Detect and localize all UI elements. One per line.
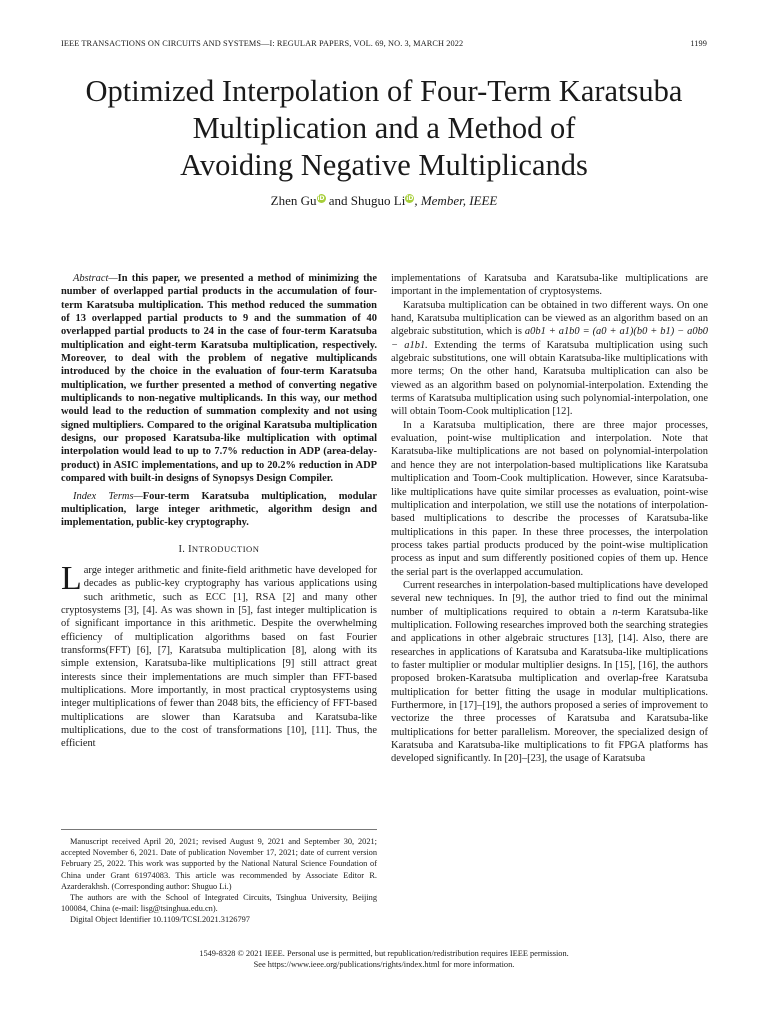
right-column bbox=[391, 272, 708, 766]
copyright-notice bbox=[0, 948, 768, 970]
author-1: Zhen Gu bbox=[270, 193, 317, 208]
page-number: 1199 bbox=[690, 39, 707, 48]
title-line-3: Avoiding Negative Multiplicands bbox=[180, 148, 588, 182]
abstract-label: Abstract— bbox=[73, 273, 118, 284]
index-terms-text: Four-term Karatsuba multiplication, modular multiplication, large integer arithmetic, algorithm design and implementation, public-key cryptography. bbox=[61, 490, 377, 529]
index-terms-label: Index Terms— bbox=[73, 490, 143, 502]
footnote-rule bbox=[61, 829, 377, 830]
right-paragraph-2: Karatsuba multiplication can be obtained in two different ways. On one hand, Karatsuba multiplication can be viewed as an algorithm based on an algebraic substitution, which is a0b1 + a1b0 = (a0 + a1)(b0 + b1) − a0b0 − a1b1. Extending the terms of Karatsuba multiplication using such algebraic substitutions, one will obtain Karatsuba-like multiplications with more terms; On the other hand, Karatsuba multiplication can also be viewed as an algorithm based on polynomial-interpolation. Extending the terms of Karatsuba multiplication using such polynomial-interpolation, one will obtain Toom-Cook multiplication [12]. bbox=[391, 299, 709, 418]
footnote-manuscript: Manuscript received April 20, 2021; revised August 9, 2021 and September 30, 2021; accepted November 6, 2021. Date of publication November 17, 2021; date of current version February 25, 2022. This work was supported by the National Natural Science Foundation of China under Grant 61974083. This article was recommended by Associate Editor R. Azarderakhsh. (Corresponding author: Shuguo Li.) bbox=[61, 837, 377, 891]
right-paragraph-4: Current researches in interpolation-based multiplications have developed several new techniques. In [9], the author tried to find out the minimal number of multiplications required to obtain a n-term Karatsuba-like multiplication. Following researches improved both the searching strategies and applications in other algebraic structures [13], [14]. Also, there are researches in applications of Karatsuba and Karatsuba-like multiplications to faster multiplier or modular multiplier designs. In [15], [16], the authors proposed broken-Karatsuba multiplication and overlap-free Karatsuba multiplication for better fitting the usage in modular multiplications. Furthermore, in [17]–[19], the authors proposed a series of improvement to vectorize the three processes of Karatsuba and Karatsuba-like multiplications for better parallelism. Moreover, the specialized design of Karatsuba and Karatsuba-like multiplications to fit FPGA platforms has developed significantly. In [20]–[23], the usage of Karatsuba bbox=[391, 579, 708, 765]
abstract bbox=[61, 272, 377, 486]
drop-cap: L bbox=[61, 559, 82, 597]
intro-paragraph bbox=[61, 559, 377, 751]
abstract-text: In this paper, we presented a method of minimizing the number of overlapped partial products in the accumulation of four-term Karatsuba multiplication. This method reduced the summation of 13 overlapped partial products to 9 and the summation of 40 overlapped partial products to 24 in the case of four-term Karatsuba multiplication and eight-term Karatsuba multiplication, respectively. Moreover, to deal with the problem of negative multiplicands introduced by the choice in the evaluation of four-term Karatsuba multiplication, we further presented a method of converting negative multiplicands to non-negative multiplicands. In this way, our method would lead to the reduction of summation complexity and not using signed multipliers. Compared to the original Karatsuba multiplication designs, our proposed Karatsuba-like multiplication with optimal interpolation would lead to up to 7.7% reduction in ADP (area-delay-product) in ASIC implementations, and up to 20.2% reduction in ADP compared with built-in designs of Synopsys Design Compiler. bbox=[61, 273, 377, 485]
author-line bbox=[0, 193, 768, 209]
title-line-1: Optimized Interpolation of Four-Term Karatsuba bbox=[85, 74, 683, 108]
orcid-icon[interactable]: iD bbox=[406, 195, 414, 202]
running-header bbox=[61, 39, 707, 48]
section-heading-introduction: I. INTRODUCTION bbox=[178, 543, 260, 555]
author-2: Shuguo Li bbox=[350, 193, 406, 208]
right-paragraph-3: In a Karatsuba multiplication, there are three major processes, evaluation, point-wise multiplication and interpolation. Note that Karatsuba-like multiplications are not based on polynomial-interpolation and hence they are not interpolation-based multiplications like Karatsuba multiplication and Toom-Cook multiplication. However, since Karatsuba-like multiplications have quite similar processes as evaluation, point-wise multiplication and interpolation, we still use the notations of interpolation-based multiplications to describe the processes of Karatsuba-like multiplications in this paper. In these three processes, the interpolation process takes partial products produced by the point-wise multiplication process as input and sum differently positioned copies of them up. Hence the serial part is the overlapped accumulation. bbox=[391, 419, 708, 578]
copyright-line-2[interactable]: See https://www.ieee.org/publications/rights/index.html for more information. bbox=[253, 960, 515, 970]
author-membership: , Member, IEEE bbox=[414, 193, 498, 208]
orcid-icon[interactable]: iD bbox=[317, 195, 325, 202]
journal-name: IEEE TRANSACTIONS ON CIRCUITS AND SYSTEMS—I: REGULAR PAPERS, VOL. 69, NO. 3, MARCH 2022 bbox=[61, 39, 464, 48]
footnote-doi: Digital Object Identifier 10.1109/TCSI.2021.3126797 bbox=[70, 915, 250, 925]
paper-title bbox=[40, 73, 728, 184]
index-terms bbox=[61, 490, 377, 530]
footnotes bbox=[61, 836, 377, 926]
copyright-line-1: 1549-8328 © 2021 IEEE. Personal use is permitted, but republication/redistribution requires IEEE permission. bbox=[199, 949, 569, 958]
footnote-affiliation: The authors are with the School of Integrated Circuits, Tsinghua University, Beijing 100084, China (e-mail: lisg@tsinghua.edu.cn). bbox=[61, 893, 377, 914]
intro-text: arge integer arithmetic and finite-field arithmetic have developed for decades as public-key cryptography has various applications using such arithmetic, such as ECC [1], RSA [2] and many other cryptosystems [3], [4]. As was shown in [5], fast integer multiplication is of significant importance in this arithmetic. Despite the overwhelming efficiency of multiplication algorithms based on fast Fourier transforms(FFT) [6], [7], Karatsuba multiplication [8], along with its simple extension, Karatsuba-like multiplications [9] still attract great interests since their implementations are much simpler than FFT-based multiplications. More importantly, in most practical cryptosystems using integer multiplications of fewer than 2048 bits, the efficiency of FFT-based multiplications are slower than Karatsuba and Karatsuba-like multiplications, due to the cost of transformations [10], [11]. Thus, the efficient bbox=[61, 564, 377, 750]
author-connector: and bbox=[325, 193, 351, 208]
right-paragraph-1: implementations of Karatsuba and Karatsuba-like multiplications are important in the implementation of cryptosystems. bbox=[391, 273, 708, 298]
karatsuba-equation: a0b1 + a1b0 = (a0 + a1)(b0 + b1) − a0b0 − a1b1. bbox=[391, 326, 709, 351]
title-line-2: Multiplication and a Method of bbox=[192, 111, 576, 145]
left-column bbox=[61, 272, 377, 751]
